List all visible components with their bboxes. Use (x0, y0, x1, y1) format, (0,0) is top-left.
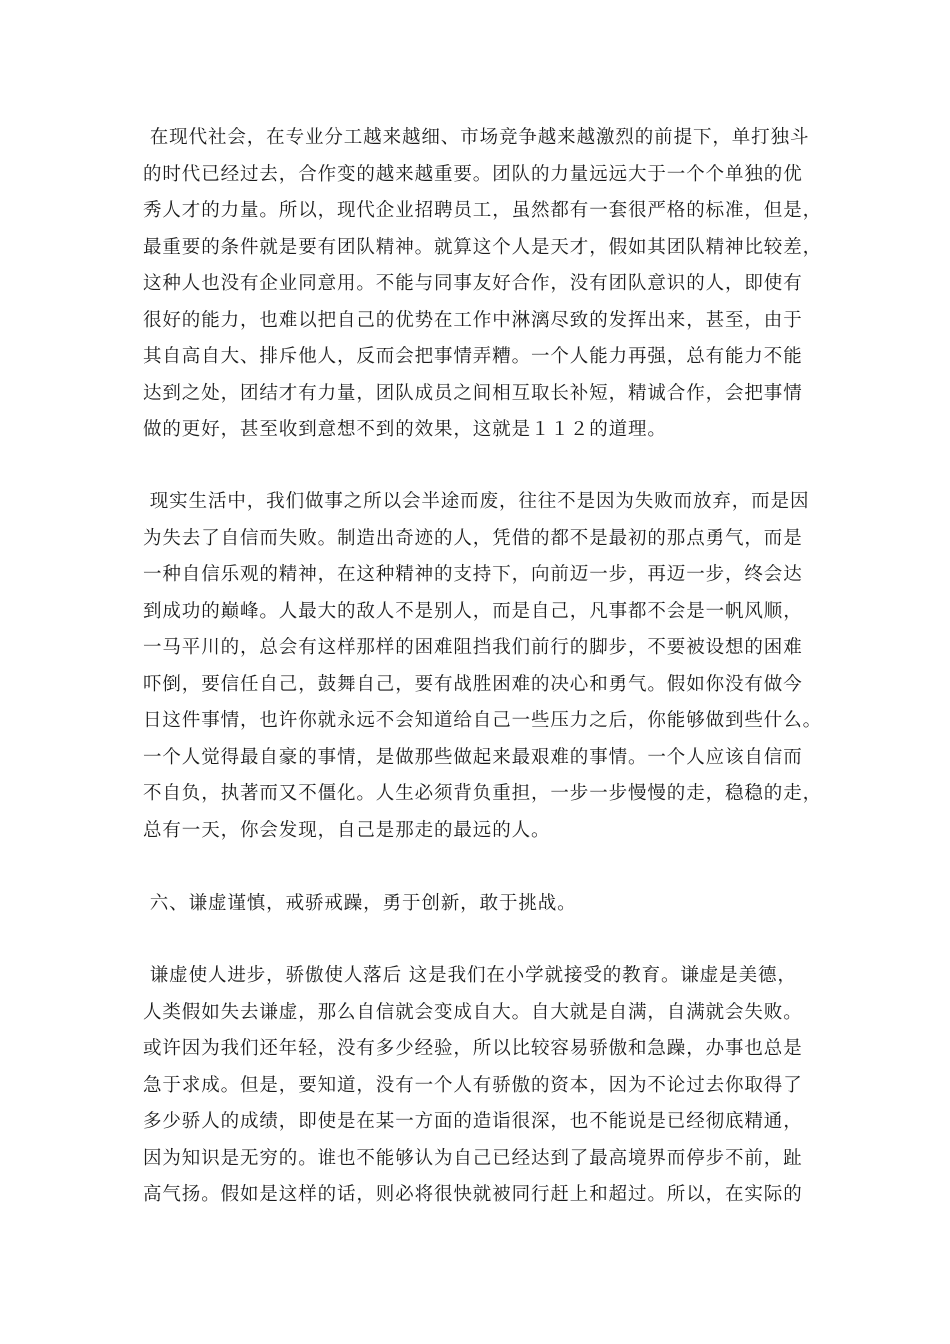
text-line: 现实生活中，我们做事之所以会半途而废，往往不是因为失败而放弃，而是因 (143, 491, 810, 512)
paragraph-teamwork (143, 120, 823, 449)
text-line: 人类假如失去谦虚，那么自信就会变成自大。自大就是自满，自满就会失败。 (143, 1001, 803, 1023)
text-line: 一种自信乐观的精神，在这种精神的支持下，向前迈一步，再迈一步，终会达 (143, 564, 803, 585)
text-line: 最重要的条件就是要有团队精神。就算这个人是天才，假如其团队精神比较差， (143, 236, 823, 258)
paragraph-modesty (143, 958, 823, 1214)
text-line: 在现代社会，在专业分工越来越细、市场竞争越来越激烈的前提下，单打独斗 (143, 127, 810, 148)
text-line: 高气扬。假如是这样的话，则必将很快就被同行赶上和超过。所以，在实际的 (143, 1184, 803, 1205)
heading-line: 六、谦虚谨慎，戒骄戒躁，勇于创新，敢于挑战。 (143, 893, 577, 914)
text-line: 达到之处，团结才有力量，团队成员之间相互取长补短，精诚合作，会把事情 (143, 382, 803, 404)
text-line: 吓倒，要信任自己，鼓舞自己，要有战胜困难的决心和勇气。假如你没有做今 (143, 673, 803, 695)
text-line: 很好的能力，也难以把自己的优势在工作中淋漓尽致的发挥出来，甚至，由于 (143, 309, 803, 331)
text-line: 谦虚使人进步，骄傲使人落后 这是我们在小学就接受的教育。谦虚是美德， (143, 965, 797, 986)
text-line: 因为知识是无穷的。谁也不能够认为自己已经达到了最高境界而停步不前，趾 (143, 1147, 803, 1169)
text-line: 秀人才的力量。所以，现代企业招聘员工，虽然都有一套很严格的标准，但是， (143, 200, 823, 221)
text-line: 或许因为我们还年轻，没有多少经验，所以比较容易骄傲和急躁，办事也总是 (143, 1038, 803, 1059)
text-line: 不自负，执著而又不僵化。人生必须背负重担，一步一步慢慢的走，稳稳的走， (143, 783, 823, 804)
text-line: 到成功的巅峰。人最大的敌人不是别人，而是自己，凡事都不会是一帆风顺， (143, 600, 803, 622)
text-line: 其自高自大、排斥他人，反而会把事情弄糟。一个人能力再强，总有能力不能 (143, 346, 803, 367)
section-heading (143, 886, 823, 923)
text-line: 总有一天，你会发现，自己是那走的最远的人。 (143, 819, 551, 841)
text-line: 日这件事情，也许你就永远不会知道给自己一些压力之后，你能够做到些什么。 (143, 710, 823, 731)
text-line: 的时代已经过去，合作变的越来越重要。团队的力量远远大于一个个单独的优 (143, 163, 803, 185)
text-line: 这种人也没有企业同意用。不能与同事友好合作，没有团队意识的人，即使有 (143, 273, 803, 294)
text-line: 一马平川的，总会有这样那样的困难阻挡我们前行的脚步，不要被设想的困难 (143, 637, 803, 658)
text-line: 多少骄人的成绩，即使是在某一方面的造诣很深，也不能说是已经彻底精通， (143, 1111, 803, 1132)
text-line: 急于求成。但是，要知道，没有一个人有骄傲的资本，因为不论过去你取得了 (143, 1074, 803, 1096)
paragraph-confidence (143, 484, 823, 849)
text-line: 为失去了自信而失败。制造出奇迹的人，凭借的都不是最初的那点勇气，而是 (143, 527, 803, 549)
text-line: 一个人觉得最自豪的事情，是做那些做起来最艰难的事情。一个人应该自信而 (143, 746, 803, 768)
text-line: 做的更好，甚至收到意想不到的效果，这就是１１２的道理。 (143, 419, 667, 440)
